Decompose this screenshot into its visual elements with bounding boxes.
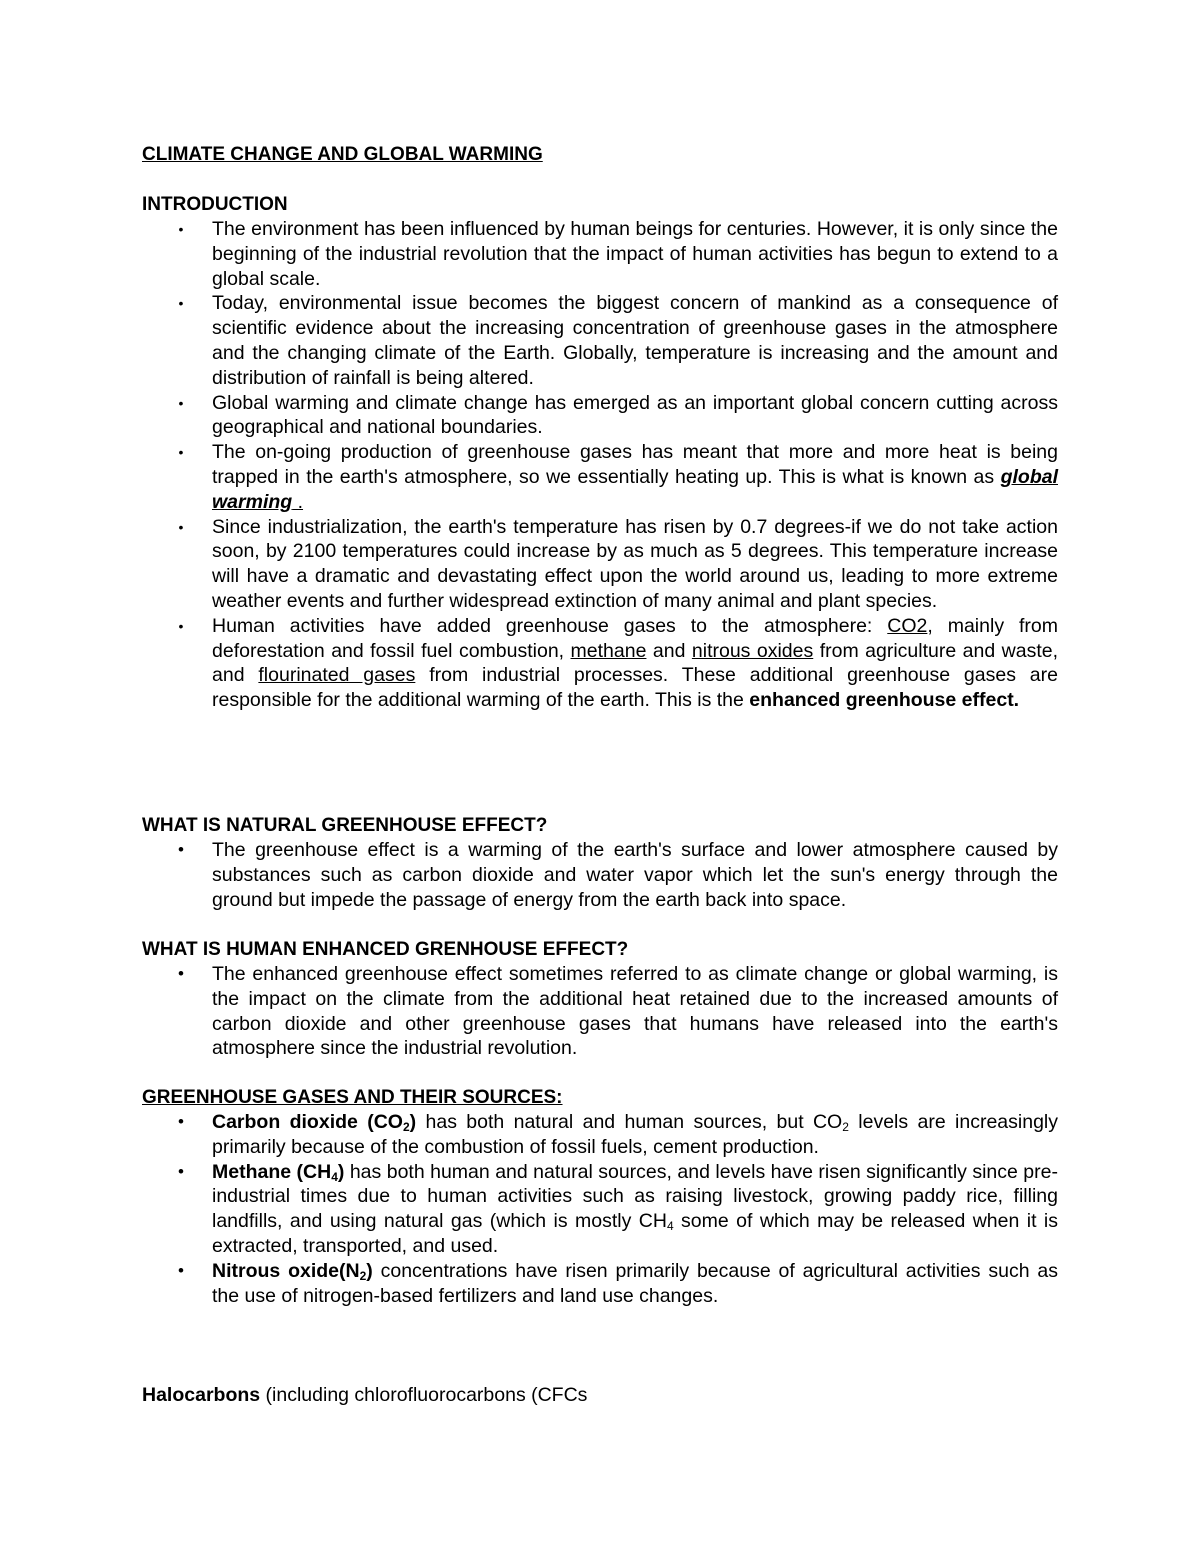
list-item-text: Since industrialization, the earth's temperature has risen by 0.7 degrees-if we do not take action soon, by 2100 temperatures could increase by as much as 5 degrees. This temperature increase will have a dramatic and devastating effect upon the world around us, leading to more extreme weather events and further widespread extinction of many animal and plant species.: [212, 515, 1058, 612]
subscript: 2: [842, 1120, 849, 1134]
list-item-text: concentrations have risen primarily because of agricultural activities such as the use of nitrogen-based fertilizers and land use changes.: [212, 1259, 1058, 1307]
bullet-icon: •: [178, 964, 184, 983]
list-item: [178, 1160, 1058, 1259]
co2-link[interactable]: CO2: [887, 614, 928, 637]
bullet-icon: •: [178, 394, 184, 411]
bullet-icon: •: [178, 1260, 184, 1280]
list-item: [178, 838, 1058, 912]
greenhouse-gases-heading: GREENHOUSE GASES AND THEIR SOURCES:: [142, 1087, 563, 1108]
list-item-text: The on-going production of greenhouse gases has meant that more and more heat is being trapped in the earth's atmosphere, so we essentially heating up. This is what is known as: [212, 441, 1058, 488]
gas-name-close: ): [409, 1111, 417, 1133]
list-item: [178, 440, 1058, 514]
bullet-icon: •: [178, 1112, 184, 1131]
natural-list: [178, 838, 1058, 912]
introduction-list: [178, 217, 1058, 713]
list-item-text: Global warming and climate change has emerged as an important global concern cutting across geographical and national boundaries.: [212, 391, 1058, 439]
list-item-text: some of which may be released when it is extracted, transported, and used.: [212, 1210, 1058, 1257]
enhanced-greenhouse-term: enhanced greenhouse effect.: [749, 689, 1020, 712]
list-item: [178, 614, 1058, 713]
subscript: 2: [359, 1268, 367, 1283]
list-item-text: Human activities have added greenhouse gases to the atmosphere:: [212, 614, 888, 637]
gases-list: [178, 1110, 1058, 1308]
document-title: CLIMATE CHANGE AND GLOBAL WARMING: [142, 144, 543, 165]
methane-link[interactable]: methane: [570, 639, 647, 662]
bullet-icon: •: [178, 518, 184, 535]
list-item-text: has both human and natural sources, and levels have risen significantly since pre-industrial times due to human activities such as raising livestock, growing paddy rice, filling landfills, and using natural gas (which is mostly CH: [212, 1160, 1058, 1233]
global-warming-term: global warming: [212, 465, 1058, 513]
gas-name: Nitrous oxide(N: [212, 1259, 360, 1282]
list-item-text: The environment has been influenced by human beings for centuries. However, it is only since the beginning of the industrial revolution that the impact of human activities has begun to extend to a global scale.: [212, 218, 1058, 290]
halocarbons-term: Halocarbons: [142, 1384, 261, 1406]
list-item-text-end: .: [292, 490, 304, 513]
introduction-heading: INTRODUCTION: [142, 194, 288, 215]
list-item-text: has both natural and human sources, but CO: [416, 1111, 843, 1133]
enhanced-list: [178, 962, 1058, 1061]
list-item-text: Today, environmental issue becomes the biggest concern of mankind as a consequence of scientific evidence about the increasing concentration of greenhouse gases in the atmosphere and the changing climate of the Earth. Globally, temperature is increasing and the amount and distribution of rainfall is being altered.: [212, 292, 1058, 389]
list-item-text: from industrial processes. These additional greenhouse gases are responsible for the additional warming of the earth. This is the: [212, 664, 1058, 712]
gas-name-close: ): [337, 1160, 345, 1183]
list-item: [178, 391, 1058, 441]
nitrous-oxides-link[interactable]: nitrous oxides: [691, 639, 814, 662]
subscript: 4: [331, 1169, 338, 1184]
subscript: 4: [666, 1219, 674, 1234]
list-item: [178, 1259, 1058, 1309]
gas-name: Carbon dioxide (CO: [212, 1111, 403, 1133]
bullet-icon: •: [178, 295, 184, 312]
bullet-icon: •: [178, 1161, 184, 1181]
list-item: [178, 217, 1058, 291]
enhanced-greenhouse-heading: WHAT IS HUMAN ENHANCED GRENHOUSE EFFECT?: [142, 939, 629, 960]
halocarbons-text: (including chlorofluorocarbons (CFCs: [260, 1384, 588, 1406]
list-item: [178, 291, 1058, 390]
natural-greenhouse-heading: WHAT IS NATURAL GREENHOUSE EFFECT?: [142, 815, 548, 836]
list-item-text: The enhanced greenhouse effect sometimes referred to as climate change or global warming, is the impact on the climate from the additional heat retained due to the increased amounts of carbon dioxide and other greenhouse gases that humans have released into the earth's atmosphere since the industrial revolution.: [212, 963, 1058, 1060]
bullet-icon: •: [178, 617, 184, 634]
list-item-text: and: [646, 639, 692, 662]
list-item: [178, 1110, 1058, 1160]
gas-name: Methane (CH: [212, 1160, 332, 1183]
bullet-icon: •: [178, 221, 184, 237]
gas-name-close: ): [366, 1259, 373, 1282]
list-item: [178, 962, 1058, 1061]
subscript: 2: [402, 1120, 410, 1134]
list-item-text: from agriculture and waste, and: [212, 639, 1058, 687]
halocarbons-paragraph: [142, 1383, 587, 1408]
list-item: [178, 515, 1058, 614]
list-item-text: , mainly from deforestation and fossil fuel combustion,: [212, 614, 1058, 662]
bullet-icon: •: [178, 444, 184, 461]
fluorinated-gases-link[interactable]: flourinated gases: [258, 664, 416, 687]
list-item-text: The greenhouse effect is a warming of the earth's surface and lower atmosphere caused by substances such as carbon dioxide and water vapor which let the sun's energy through the ground but impede the passage of energy from the earth back into space.: [212, 839, 1058, 911]
list-item-text: levels are increasingly primarily because of the combustion of fossil fuels, cement production.: [212, 1111, 1058, 1158]
bullet-icon: •: [178, 840, 184, 859]
